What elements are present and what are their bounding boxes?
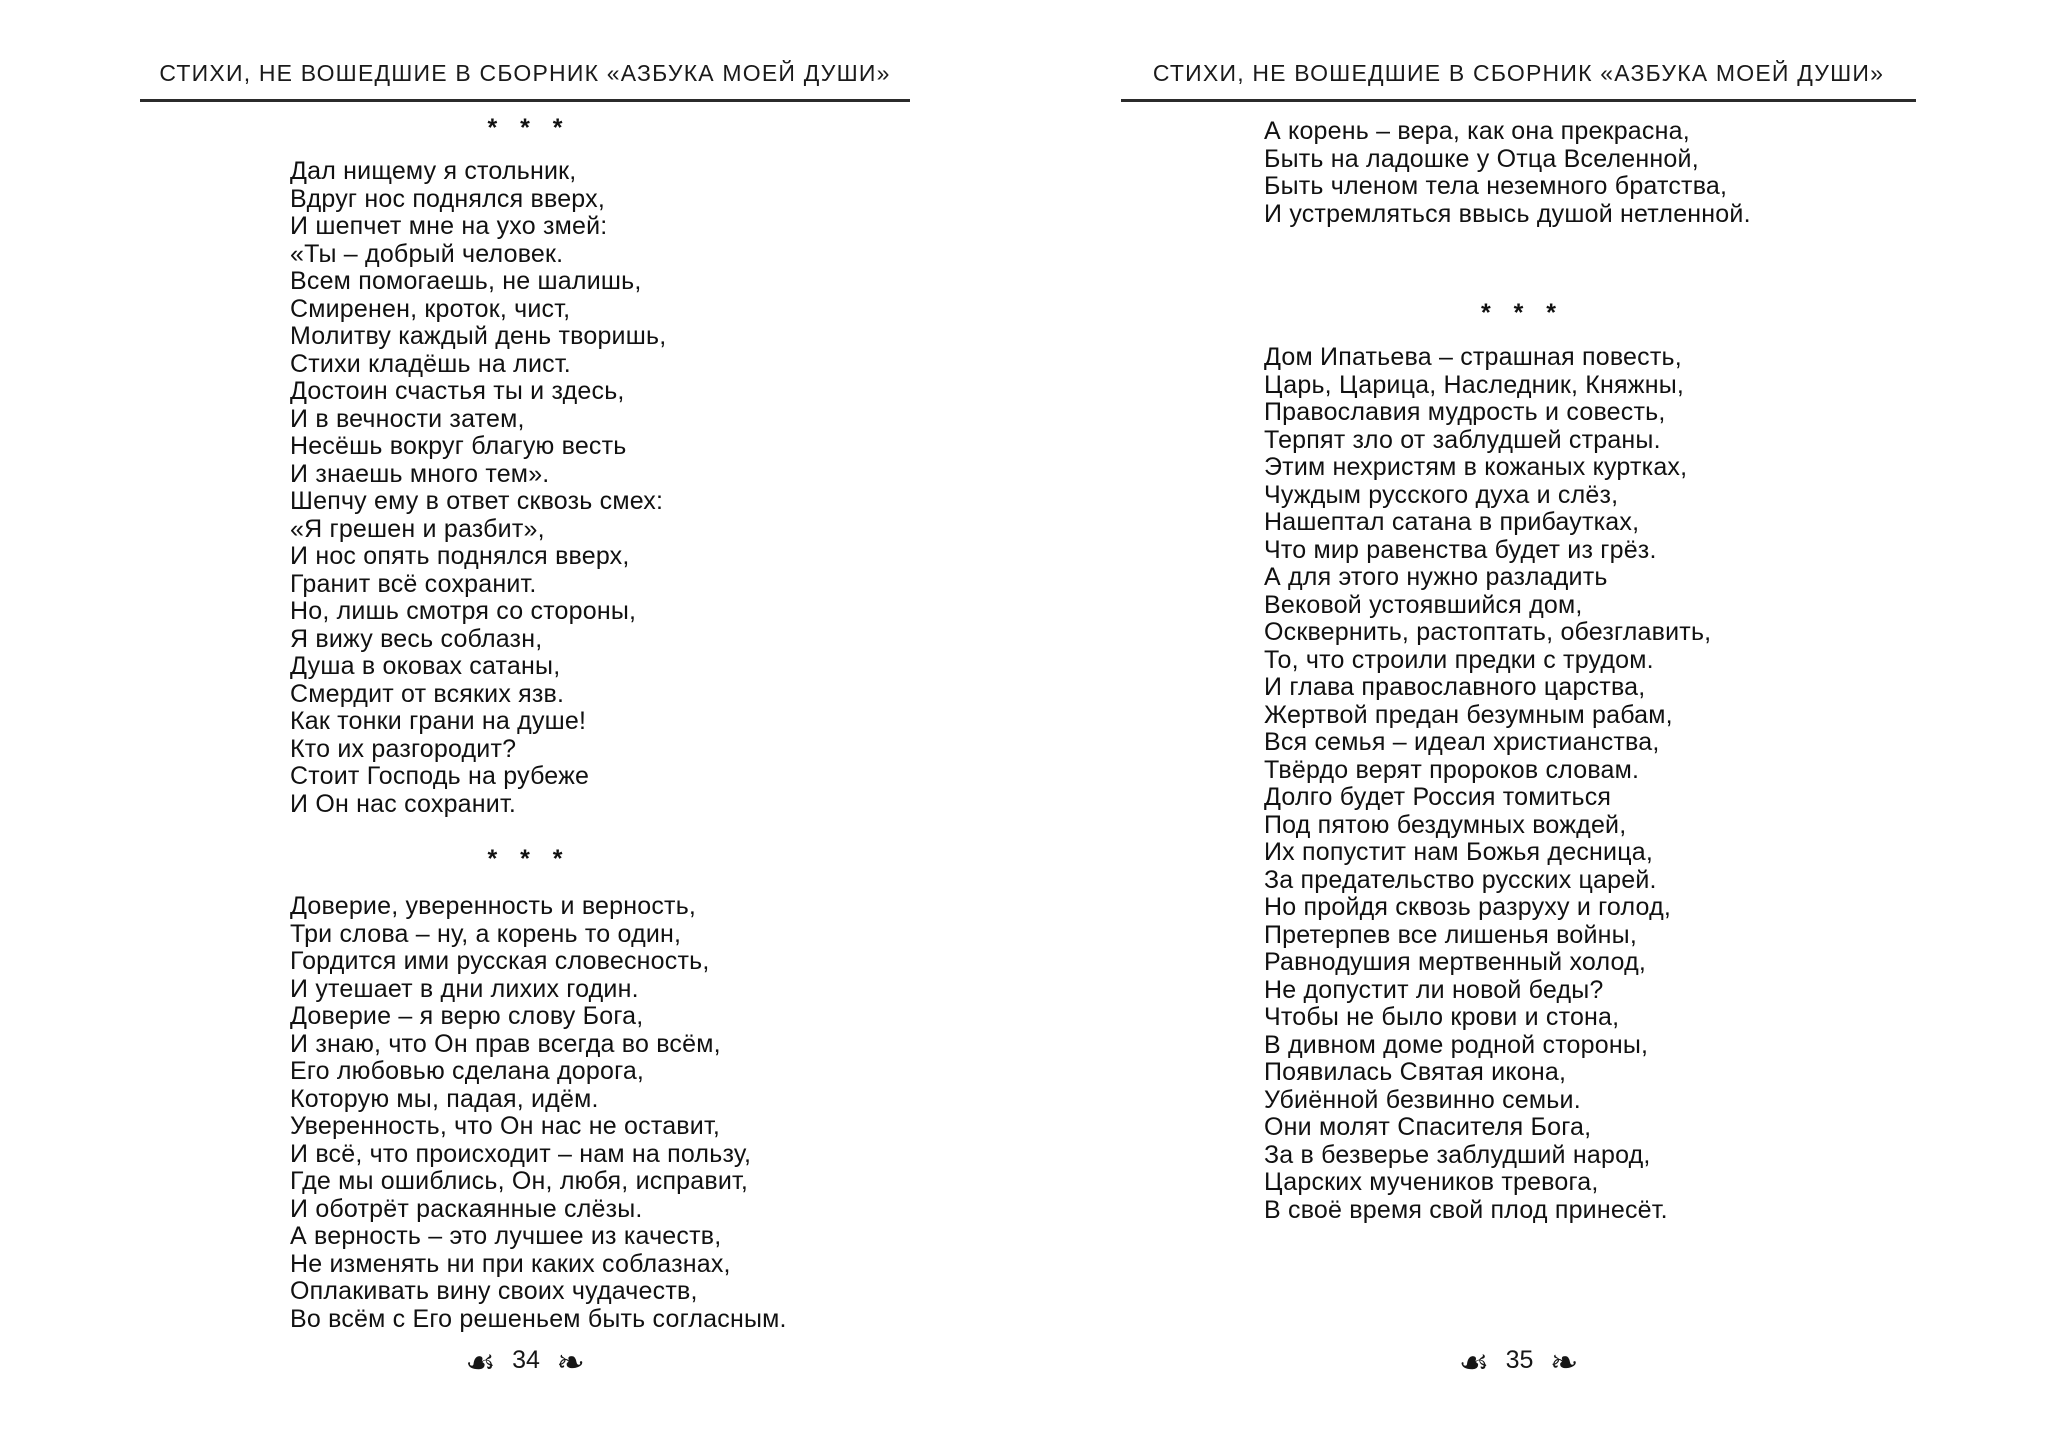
- footer-flourish-left-icon: ☙: [465, 1343, 496, 1383]
- footer-flourish-right-icon: ❧: [1549, 1343, 1579, 1383]
- page-number: 35: [1505, 1346, 1534, 1374]
- poem-line: Равнодушия мертвенный холод,: [1264, 948, 1647, 976]
- poem-line: Гордится ими русская словесность,: [290, 947, 710, 975]
- poem-line: Молитву каждый день творишь,: [290, 322, 667, 350]
- poem-line: Достоин счастья ты и здесь,: [290, 377, 625, 405]
- poem-line: И нос опять поднялся вверх,: [290, 542, 630, 570]
- poem-line: Доверие – я верю слову Бога,: [290, 1002, 644, 1030]
- poem-line: И утешает в дни лихих годин.: [290, 974, 639, 1003]
- poem-line: Царских мучеников тревога,: [1264, 1168, 1599, 1196]
- poem-separator-stars: * * *: [1480, 299, 1557, 327]
- poem-line: Убиённой безвинно семьи.: [1264, 1085, 1581, 1114]
- poem-line: И устремляться ввысь душой нетленной.: [1264, 199, 1751, 228]
- poem-line: Долго будет Россия томиться: [1264, 783, 1612, 811]
- poem-line: Царь, Царица, Наследник, Княжны,: [1264, 370, 1685, 399]
- poem-line: Осквернить, растоптать, обезглавить,: [1264, 618, 1712, 646]
- poem-text-continuation: [1264, 118, 1751, 228]
- poem-line: Я вижу весь соблазн,: [290, 624, 543, 653]
- poem-line: Нашептал сатана в прибаутках,: [1264, 508, 1640, 536]
- poem-line: Оплакивать вину своих чудачеств,: [290, 1277, 698, 1305]
- header-rule: [1121, 99, 1916, 102]
- poem-line: Твёрдо верят пророков словам.: [1264, 755, 1640, 784]
- poem-line: Появилась Святая икона,: [1264, 1058, 1567, 1086]
- poem-line: Дал нищему я стольник,: [290, 157, 577, 185]
- poem-line: И знаешь много тем».: [290, 459, 550, 488]
- poem-line: «Ты – добрый человек.: [290, 239, 564, 268]
- poem-line: Смиренен, кроток, чист,: [290, 294, 571, 323]
- poem-line: Кто их разгородит?: [290, 734, 517, 763]
- poem-line: Его любовью сделана дорога,: [290, 1057, 645, 1085]
- poem-line: И глава православного царства,: [1264, 673, 1646, 701]
- poem-line: Уверенность, что Он нас не оставит,: [290, 1112, 720, 1140]
- page-right: [1121, 0, 1916, 1454]
- poem-line: Жертвой предан безумным рабам,: [1264, 700, 1673, 729]
- poem-line: То, что строили предки с трудом.: [1264, 645, 1654, 674]
- poem-line: Чтобы не было крови и стона,: [1264, 1003, 1620, 1031]
- poem-line: Во всём с Его решеньем быть согласным.: [290, 1304, 787, 1333]
- poem-line: Но пройдя сквозь разруху и голод,: [1264, 893, 1672, 921]
- poem-line: Которую мы, падая, идём.: [290, 1084, 599, 1113]
- poem-line: Чуждым русского духа и слёз,: [1264, 480, 1619, 509]
- poem-line: Дом Ипатьева – страшная повесть,: [1264, 343, 1682, 371]
- running-header: СТИХИ, НЕ ВОШЕДШИЕ В СБОРНИК «АЗБУКА МОЕЙ ДУШИ»: [1152, 60, 1885, 86]
- poem-line: Стихи кладёшь на лист.: [290, 349, 571, 378]
- poem-line: Стоит Господь на рубеже: [290, 762, 590, 790]
- poem-line: Три слова – ну, а корень то один,: [290, 919, 682, 948]
- poem-line: Вдруг нос поднялся вверх,: [290, 184, 605, 213]
- page-footer: [1121, 1340, 1916, 1385]
- poem-line: Этим нехристям в кожаных куртках,: [1264, 453, 1688, 481]
- poem-line: Шепчу ему в ответ сквозь смех:: [290, 487, 664, 515]
- running-header: СТИХИ, НЕ ВОШЕДШИЕ В СБОРНИК «АЗБУКА МОЕЙ ДУШИ»: [159, 60, 891, 86]
- poem-text: [290, 893, 787, 1333]
- poem-line: И всё, что происходит – нам на пользу,: [290, 1139, 752, 1168]
- poem-line: Быть членом тела неземного братства,: [1264, 172, 1728, 200]
- poem-line: Православия мудрость и совесть,: [1264, 398, 1666, 426]
- poem-line: И шепчет мне на ухо змей:: [290, 212, 608, 240]
- poem-line: Быть на ладошке у Отца Вселенной,: [1264, 144, 1699, 173]
- poem-line: Доверие, уверенность и верность,: [290, 892, 697, 920]
- poem-line: И оботрёт раскаянные слёзы.: [290, 1194, 643, 1223]
- poem-line: Претерпев все лишенья войны,: [1264, 920, 1637, 949]
- poem-line: Гранит всё сохранит.: [290, 569, 537, 598]
- poem-line: В дивном доме родной стороны,: [1264, 1030, 1649, 1059]
- poem-line: Смердит от всяких язв.: [290, 679, 565, 708]
- poem-line: Вся семья – идеал христианства,: [1264, 728, 1660, 756]
- poem-line: Как тонки грани на душе!: [290, 707, 587, 735]
- poem-line: Всем помогаешь, не шалишь,: [290, 267, 642, 295]
- poem-line: Душа в оковах сатаны,: [290, 652, 561, 680]
- poem-line: За в безверье заблудший народ,: [1264, 1140, 1651, 1169]
- poem-line: Они молят Спасителя Бога,: [1264, 1113, 1592, 1141]
- poem-text: [1264, 344, 1711, 1224]
- poem-line: А верность – это лучшее из качеств,: [290, 1222, 722, 1250]
- poem-line: И Он нас сохранит.: [290, 789, 516, 818]
- poem-text: [290, 158, 666, 818]
- poem-line: Что мир равенства будет из грёз.: [1264, 535, 1657, 564]
- poem-line: Не допустит ли новой беды?: [1264, 975, 1604, 1004]
- page-left: [140, 0, 910, 1454]
- poem-line: Их попустит нам Божья десница,: [1264, 838, 1653, 866]
- poem-line: Под пятою бездумных вождей,: [1264, 810, 1627, 839]
- poem-line: В своё время свой плод принесёт.: [1264, 1195, 1668, 1224]
- poem-line: За предательство русских царей.: [1264, 865, 1657, 894]
- poem-line: Но, лишь смотря со стороны,: [290, 597, 637, 625]
- poem-line: А корень – вера, как она прекрасна,: [1264, 117, 1690, 145]
- page-number: 34: [512, 1346, 540, 1374]
- poem-line: Несёшь вокруг благую весть: [290, 432, 627, 460]
- poem-line: Терпят зло от заблудшей страны.: [1264, 425, 1661, 454]
- poem-line: Где мы ошиблись, Он, любя, исправит,: [290, 1167, 749, 1195]
- footer-flourish-right-icon: ❧: [556, 1343, 585, 1383]
- poem-line: А для этого нужно разладить: [1264, 563, 1608, 591]
- poem-line: Не изменять ни при каких соблазнах,: [290, 1249, 731, 1278]
- poem-separator-stars: * * *: [487, 845, 563, 873]
- poem-line: И в вечности затем,: [290, 404, 525, 433]
- poem-line: Вековой устоявшийся дом,: [1264, 590, 1583, 619]
- poem-line: И знаю, что Он прав всегда во всём,: [290, 1029, 721, 1058]
- header-rule: [140, 99, 910, 102]
- poem-separator-stars: * * *: [487, 114, 563, 142]
- page-footer: [140, 1340, 910, 1385]
- poem-line: «Я грешен и разбит»,: [290, 514, 545, 543]
- footer-flourish-left-icon: ☙: [1458, 1343, 1490, 1383]
